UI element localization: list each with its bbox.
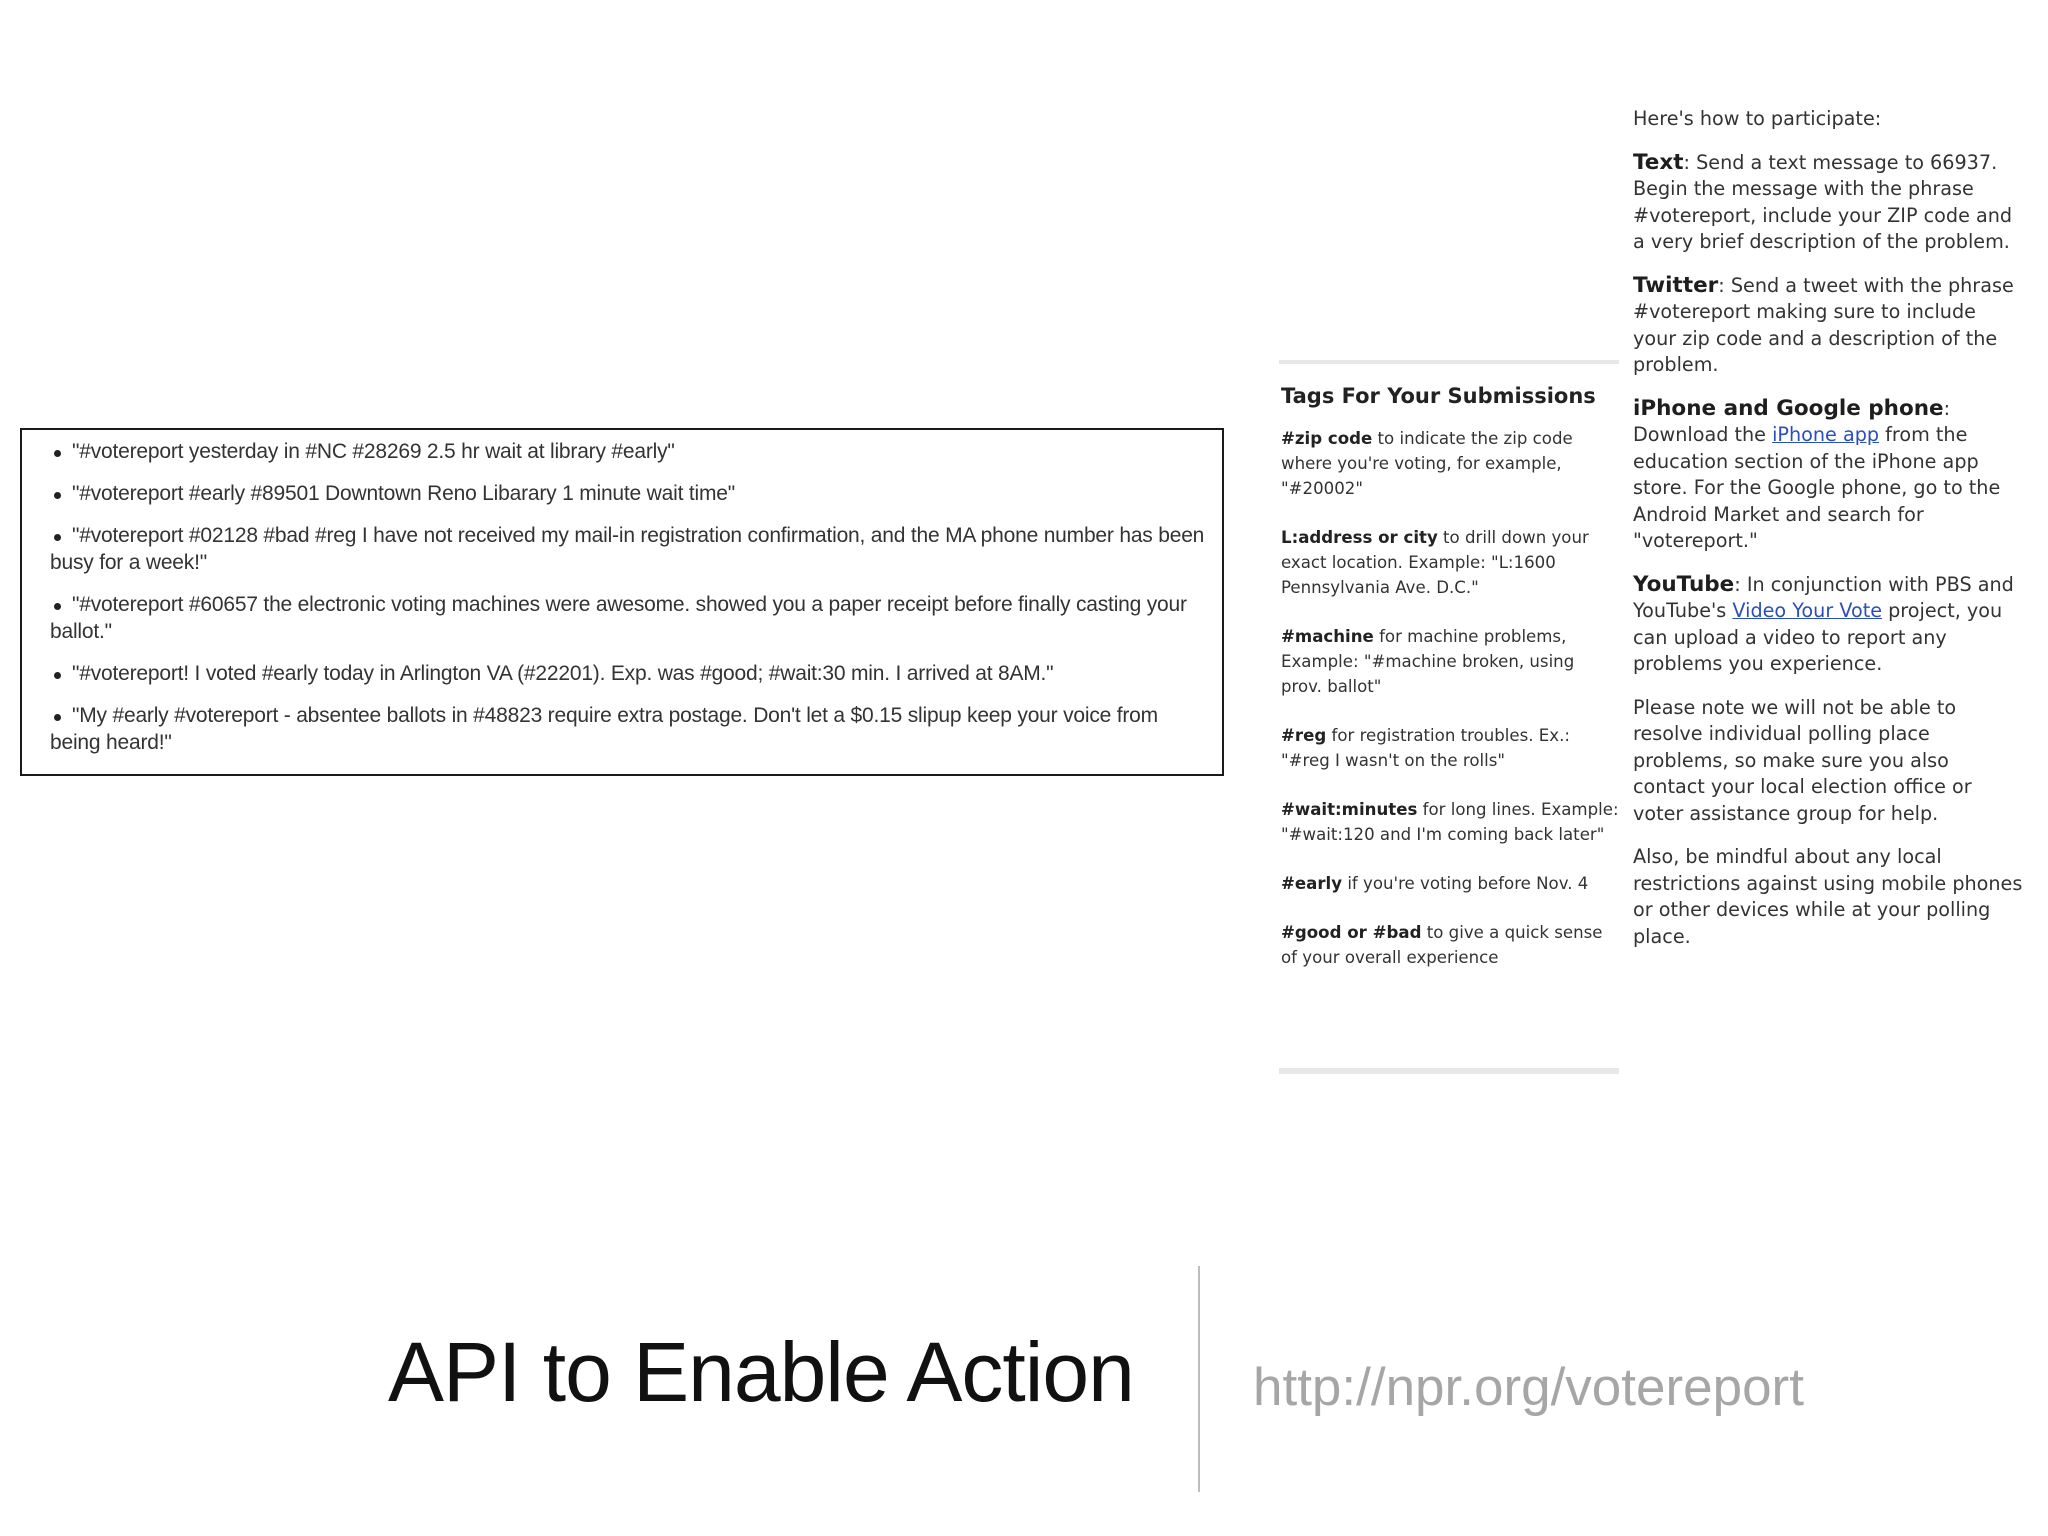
iphone-app-link[interactable]: iPhone app bbox=[1772, 423, 1880, 446]
tag-item-machine bbox=[1281, 624, 1619, 699]
tag-name: L:address or city bbox=[1281, 528, 1438, 547]
list-item: "#votereport #02128 #bad #reg I have not received my mail-in registration confirmation, and the MA phone number has been busy for a week!" bbox=[50, 522, 1210, 576]
tag-item-location bbox=[1281, 525, 1619, 600]
tag-name: #reg bbox=[1281, 726, 1327, 745]
participate-panel bbox=[1633, 106, 2023, 967]
list-item: "My #early #votereport - absentee ballots in #48823 require extra postage. Don't let a $0.15 slipup keep your voice from being heard!" bbox=[50, 702, 1210, 756]
section-label-text: Text bbox=[1633, 149, 1684, 175]
tag-item-zip bbox=[1281, 426, 1619, 501]
video-your-vote-link[interactable]: Video Your Vote bbox=[1732, 599, 1883, 622]
tag-item-reg bbox=[1281, 723, 1619, 773]
section-body-iphone-2: from the education section of the iPhone app store. For the Google phone, go to the Android Market and search for "votereport." bbox=[1633, 423, 2001, 552]
participate-mindful: Also, be mindful about any local restrictions against using mobile phones or other devices while at your polling place. bbox=[1633, 845, 2023, 948]
section-body-twitter: : Send a tweet with the phrase #votereport making sure to include your zip code and a description of the problem. bbox=[1633, 273, 2014, 376]
tag-name: #wait:minutes bbox=[1281, 800, 1418, 819]
section-body-text: : Send a text message to 66937. Begin the message with the phrase #votereport, include your ZIP code and a very brief description of the problem. bbox=[1633, 150, 2013, 253]
tags-title: Tags For Your Submissions bbox=[1281, 384, 1596, 408]
participate-twitter-section bbox=[1633, 273, 2023, 379]
section-body-youtube-2: project, you can upload a video to report any problems you experience. bbox=[1633, 599, 2003, 675]
section-label-iphone: iPhone and Google phone bbox=[1633, 395, 1944, 421]
example-reports-list bbox=[50, 438, 1210, 756]
tag-desc: to give a quick sense of your overall experience bbox=[1281, 923, 1603, 967]
participate-youtube-section bbox=[1633, 572, 2023, 678]
tag-desc: for long lines. Example: "#wait:120 and I'm coming back later" bbox=[1281, 800, 1619, 844]
slide-url: http://npr.org/votereport bbox=[1253, 1358, 1804, 1417]
tag-desc: to drill down your exact location. Example: "L:1600 Pennsylvania Ave. D.C." bbox=[1281, 528, 1589, 597]
tag-name: #zip code bbox=[1281, 429, 1373, 448]
example-reports-box bbox=[20, 428, 1224, 776]
list-item: "#votereport #60657 the electronic voting machines were awesome. showed you a paper receipt before finally casting your ballot." bbox=[50, 591, 1210, 645]
tag-item-good-bad bbox=[1281, 920, 1619, 970]
participate-intro: Here's how to participate: bbox=[1633, 107, 1882, 130]
tag-name: #early bbox=[1281, 874, 1343, 893]
participate-note: Please note we will not be able to resolve individual polling place problems, so make sure you also contact your local election office or voter assistance group for help. bbox=[1633, 695, 1972, 825]
tag-name: #good or #bad bbox=[1281, 923, 1422, 942]
section-label-twitter: Twitter bbox=[1633, 272, 1719, 298]
tag-name: #machine bbox=[1281, 627, 1374, 646]
tag-desc: for registration troubles. Ex.: "#reg I wasn't on the rolls" bbox=[1281, 726, 1570, 770]
list-item: "#votereport! I voted #early today in Arlington VA (#22201). Exp. was #good; #wait:30 min. I arrived at 8AM." bbox=[72, 660, 1210, 687]
tag-desc: to indicate the zip code where you're voting, for example, "#20002" bbox=[1281, 429, 1573, 498]
tag-desc: if you're voting before Nov. 4 bbox=[1342, 874, 1589, 893]
tags-panel bbox=[1279, 360, 1619, 1074]
tag-item-early bbox=[1281, 871, 1619, 896]
section-body-iphone-1: : Download the bbox=[1633, 396, 1951, 446]
title-divider bbox=[1198, 1266, 1200, 1492]
list-item: "#votereport yesterday in #NC #28269 2.5 hr wait at library #early" bbox=[72, 438, 1210, 465]
tag-item-wait bbox=[1281, 797, 1619, 847]
list-item: "#votereport #early #89501 Downtown Reno Libarary 1 minute wait time" bbox=[72, 480, 1210, 507]
participate-text-section bbox=[1633, 150, 2023, 256]
participate-iphone-section bbox=[1633, 396, 2023, 555]
section-label-youtube: YouTube bbox=[1633, 571, 1735, 597]
tag-desc: for machine problems, Example: "#machine broken, using prov. ballot" bbox=[1281, 627, 1575, 696]
slide-title: API to Enable Action bbox=[388, 1325, 1134, 1419]
section-body-youtube-1: : In conjunction with PBS and YouTube's bbox=[1633, 572, 2014, 622]
